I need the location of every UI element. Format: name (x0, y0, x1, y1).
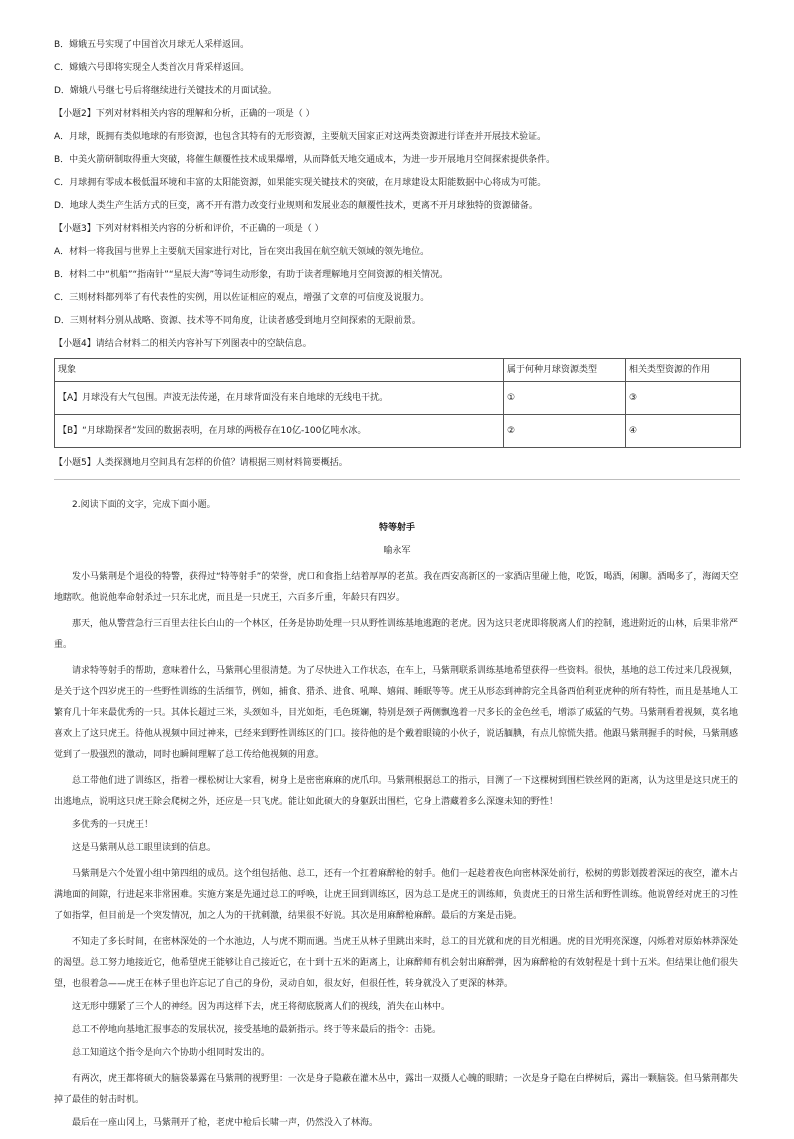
article-paragraph: 多优秀的一只虎王！ (72, 820, 154, 830)
table-cell-phenomenon-a: 【A】月球没有大气包围。声波无法传递，在月球背面没有来自地球的无线电干扰。 (55, 382, 504, 415)
article-author: 喻永军 (383, 546, 411, 556)
question-4-stem: 【小题4】请结合材料二的相关内容补写下列图表中的空缺信息。 (54, 339, 312, 349)
table-cell-blank-4: ④ (626, 415, 741, 448)
q2-option-b: B．中美火箭研制取得重大突破，将催生颠覆性技术成果爆增，从而降低天地交通成本，为进一步开展地月空间探索提供条件。 (54, 155, 556, 165)
question-3-stem: 【小题3】下列对材料相关内容的分析和评价，不正确的一项是（ ） (54, 224, 324, 234)
q3-option-a: A．材料一将我国与世界上主要航天国家进行对比，旨在突出我国在航空航天领域的领先地位。 (54, 247, 430, 257)
q2-option-c: C．月球拥有零成本极低温环境和丰富的太阳能资源，如果能实现关键技术的突破，在月球建设太阳能数据中心将成为可能。 (54, 178, 547, 188)
article-paragraph: 最后在一座山冈上，马紫荆开了枪，老虎中枪后长啸一声，仍然没入了林海。 (72, 1118, 379, 1128)
article-paragraph: 总工不停地向基地汇报事态的发展状况，接受基地的最新指示。终于等来最后的指令：击毙。 (72, 1025, 442, 1035)
article-paragraph: 不知走了多长时间，在密林深处的一个水池边，人与虎不期而遇。当虎王从林子里跳出来时，总工的目光就和虎的目光相遇。虎的目光明亮深邃，闪烁着对原始林莽深处的渴望。总工努力地接近它，他希望虎王能够让自己接近它，在十到十五米的距离上，让麻醉师有机会射出麻醉弹，因为麻醉枪的有效射程是十到十五米。但结果让他们很失望，也很着急——虎王在林子里也许忘记了自己的身份，灵动自如，很友好，但很任性，转身就没入了更深的林莽。 (54, 937, 739, 989)
table-header-resource-function: 相关类型资源的作用 (626, 359, 741, 382)
article-paragraph: 马紫荆是六个处置小组中第四组的成员。这个组包括他、总工，还有一个扛着麻醉枪的射手。他们一起趁着夜色向密林深处前行，松树的剪影划拨着深远的夜空，灌木占满地面的间隙，行进起来非常困难。实施方案是先通过总工的呼唤，让虎王回到训练区，因为总工是虎王的训练师，负责虎王的日常生活和野性训练。他说曾经对虎王的习性了如指掌，但目前是一个突发情况，加之人为的干扰刺激，结果很不好说。其次是用麻醉枪麻醉。最后的方案是击毙。 (54, 869, 739, 921)
table-cell-blank-3: ③ (626, 382, 741, 415)
resource-table (54, 358, 741, 448)
article-paragraph: 这是马紫荆从总工眼里读到的信息。 (72, 843, 217, 853)
q3-option-d: D．三则材料分别从战略、资源、技术等不同角度，让读者感受到地月空间探索的无限前景。 (54, 316, 421, 326)
article-paragraph: 这无形中绷紧了三个人的神经。因为再这样下去，虎王将彻底脱离人们的视线，消失在山林中。 (72, 1002, 451, 1012)
table-row (55, 382, 741, 415)
exam-page (54, 38, 740, 1139)
article-paragraph: 总工带他们进了训练区，指着一棵松树让大家看，树身上是密密麻麻的虎爪印。马紫荆根据总工的指示，目测了一下这棵树到围栏铁丝网的距离，认为这里是这只虎王的出逃地点，说明这只虎王除会爬树之外，还应是一只飞虎。能让如此硕大的身躯跃出围栏，它身上潜藏着多么深邃未知的野性！ (54, 776, 739, 807)
option-d: D．嫦娥八号继七号后将继续进行关键技术的月面试验。 (54, 86, 277, 96)
article-title: 特等射手 (378, 523, 415, 533)
option-b: B．嫦娥五号实现了中国首次月球无人采样返回。 (54, 40, 250, 50)
q2-option-d: D．地球人类生产生活方式的巨变，离不开有潜力改变行业规则和发展业态的颠覆性技术，更离不开月球独特的资源储备。 (54, 201, 538, 211)
table-cell-blank-1: ① (504, 382, 626, 415)
table-cell-phenomenon-b: 【B】“月球勘探者”发回的数据表明，在月球的两极存在10亿-100亿吨水冰。 (55, 415, 504, 448)
article-paragraph: 请求特等射手的帮助，意味着什么，马紫荆心里很清楚。为了尽快进入工作状态，在车上，马紫荆联系训练基地希望获得一些资料。很快，基地的总工传过来几段视频，是关于这个四岁虎王的一些野性训练的生活细节，例如，捕食、猎杀、进食、吼嗥、嬉闹、睡眠等等。虎王从形态到神韵完全具备西伯利亚虎种的所有特性，而且是基地人工繁育几十年来最优秀的一只。其体长超过三米，头颈如斗，目光如炬，毛色斑斓，特别是颈子两侧飘逸着一尺多长的金色丝毛，增添了威猛的气势。马紫荆看着视频，莫名地喜欢上了这只虎王。待他从视频中回过神来，已经来到野性训练区的门口。接待他的是个戴着眼镜的小伙子，说话腼腆，有点儿惊慌失措。他跟马紫荆握手的时候，马紫荆感觉到了一股强烈的激动，同时也瞬间理解了总工传给他视频的用意。 (54, 666, 739, 760)
article-paragraph: 发小马紫荆是个退役的特警，获得过“特等射手”的荣誉，虎口和食指上结着厚厚的老茧。我在西安高新区的一家酒店里碰上他，吃饭，喝酒，闲聊。酒喝多了，海阔天空地瞎吹。他说他奉命射杀过一只东北虎，而且是一只虎王，六百多斤重，年龄只有四岁。 (54, 572, 739, 603)
question-5-stem: 【小题5】人类探测地月空间具有怎样的价值？请根据三则材料简要概括。 (54, 458, 348, 468)
article-paragraph: 有两次，虎王都将硕大的脑袋暴露在马紫荆的视野里：一次是身子隐蔽在灌木丛中，露出一双摄人心魄的眼睛；一次是身子隐在白桦树后，露出一颗脑袋。但马紫荆都失掉了最佳的射击时机。 (54, 1074, 739, 1105)
article-paragraph: 那天，他从警营急行三百里去往长白山的一个林区，任务是协助处理一只从野性训练基地逃跑的老虎。因为这只老虎即将脱离人们的控制，逃进附近的山林，后果非常严重。 (54, 619, 739, 650)
table-header-row (55, 359, 741, 382)
section-divider (54, 479, 740, 480)
option-c: C．嫦娥六号即将实现全人类首次月背采样返回。 (54, 63, 250, 73)
table-header-resource-type: 属于何种月球资源类型 (504, 359, 626, 382)
article-paragraph: 总工知道这个指令是向六个协助小组同时发出的。 (72, 1048, 271, 1058)
question-2-stem: 【小题2】下列对材料相关内容的理解和分析，正确的一项是（ ） (54, 109, 315, 119)
q3-option-b: B．材料二中“机船”“指南针”“星辰大海”等词生动形象，有助于读者理解地月空间资源的相关情况。 (54, 270, 449, 280)
table-header-phenomenon: 现象 (55, 359, 504, 382)
section-2-intro: 2.阅读下面的文字，完成下面小题。 (72, 500, 216, 510)
table-row (55, 415, 741, 448)
q3-option-c: C．三则材料都列举了有代表性的实例，用以佐证相应的观点，增强了文章的可信度及说服力。 (54, 293, 430, 303)
q2-option-a: A．月球，既拥有类似地球的有形资源，也包含其特有的无形资源，主要航天国家正对这两类资源进行详查并开展技术验证。 (54, 132, 547, 142)
table-cell-blank-2: ② (504, 415, 626, 448)
